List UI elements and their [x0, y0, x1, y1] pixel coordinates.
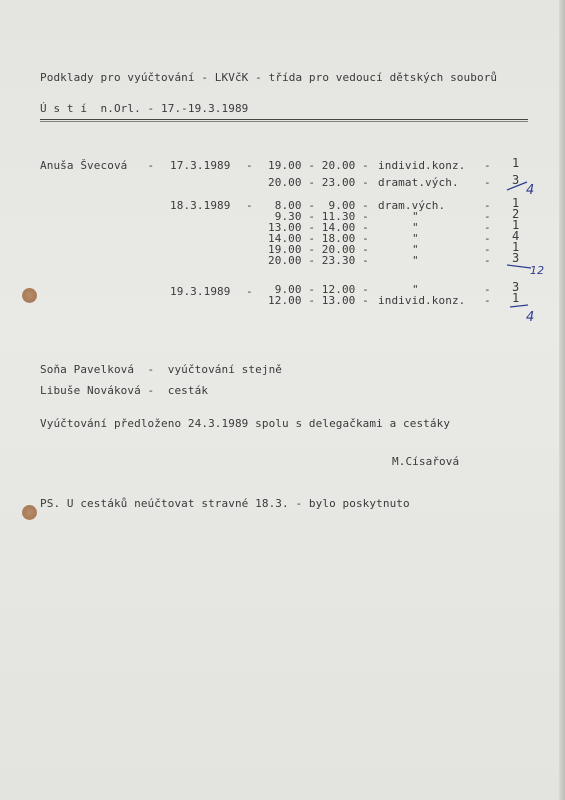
row-time: 14.00 - 18.00 - — [268, 232, 369, 245]
row-count: 1 — [512, 196, 520, 210]
postscript: PS. U cestáků neúčtovat stravné 18.3. - bylo poskytnuto — [40, 497, 410, 510]
row-activity: " — [412, 210, 419, 223]
row-count: 1 — [512, 156, 520, 170]
handwritten-subtotal: 4 — [526, 183, 535, 198]
note-line: Libuše Nováková - cesták — [40, 384, 209, 397]
row-dash: - — [484, 221, 491, 234]
row-activity: " — [412, 254, 419, 267]
row-time: 9.30 - 11.30 - — [268, 210, 369, 223]
day-date: 18.3.1989 — [170, 199, 231, 212]
person-name: Anuša Švecová - — [40, 159, 155, 172]
row-activity: dram.vých. — [378, 199, 446, 212]
title-underline — [40, 119, 528, 120]
row-count: 3 — [512, 173, 520, 187]
row-dash: - — [484, 199, 491, 212]
day-dash: - — [246, 199, 253, 212]
row-count: 1 — [512, 218, 520, 232]
row-time: 8.00 - 9.00 - — [268, 199, 369, 212]
row-count: 3 — [512, 280, 520, 294]
day-dash: - — [246, 285, 253, 298]
handwritten-stroke — [505, 173, 529, 192]
row-activity: dramat.vých. — [378, 176, 459, 189]
title-underline-2 — [40, 121, 528, 122]
page-edge-shadow — [559, 0, 565, 800]
row-activity: " — [412, 221, 419, 234]
row-time: 9.00 - 12.00 - — [268, 283, 369, 296]
row-activity: individ.konz. — [378, 294, 466, 307]
row-dash: - — [484, 176, 491, 189]
row-dash: - — [484, 232, 491, 245]
document-place-dates: Ú s t í n.Orl. - 17.-19.3.1989 — [40, 102, 249, 115]
row-time: 19.00 - 20.00 - — [268, 159, 369, 172]
day-dash: - — [246, 159, 253, 172]
punch-hole — [22, 288, 37, 303]
note-line: Soňa Pavelková - vyúčtování stejně — [40, 363, 283, 376]
row-count: 2 — [512, 207, 520, 221]
row-count: 3 — [512, 251, 520, 265]
row-time: 20.00 - 23.30 - — [268, 254, 369, 267]
row-time: 12.00 - 13.00 - — [268, 294, 369, 307]
day-date: 17.3.1989 — [170, 159, 231, 172]
day-date: 19.3.1989 — [170, 285, 231, 298]
row-dash: - — [484, 294, 491, 307]
row-dash: - — [484, 210, 491, 223]
row-count: 1 — [512, 240, 520, 254]
handwritten-subtotal: 4 — [526, 310, 535, 325]
row-time: 20.00 - 23.00 - — [268, 176, 369, 189]
row-activity: individ.konz. — [378, 159, 466, 172]
signature-name: M.Císařová — [392, 455, 460, 468]
row-activity: " — [412, 243, 419, 256]
row-time: 13.00 - 14.00 - — [268, 221, 369, 234]
row-dash: - — [484, 283, 491, 296]
handwritten-subtotal: 12 — [530, 264, 545, 277]
row-activity: " — [412, 232, 419, 245]
punch-hole — [22, 505, 37, 520]
row-count: 4 — [512, 229, 520, 243]
row-count: 1 — [512, 291, 520, 305]
row-dash: - — [484, 254, 491, 267]
document-title: Podklady pro vyúčtování - LKVčK - třída pro vedoucí dětských souborů — [40, 71, 498, 84]
row-dash: - — [484, 243, 491, 256]
row-activity: " — [412, 283, 419, 296]
row-dash: - — [484, 159, 491, 172]
note-line: Vyúčtování předloženo 24.3.1989 spolu s delegačkami a cestáky — [40, 417, 451, 430]
row-time: 19.00 - 20.00 - — [268, 243, 369, 256]
